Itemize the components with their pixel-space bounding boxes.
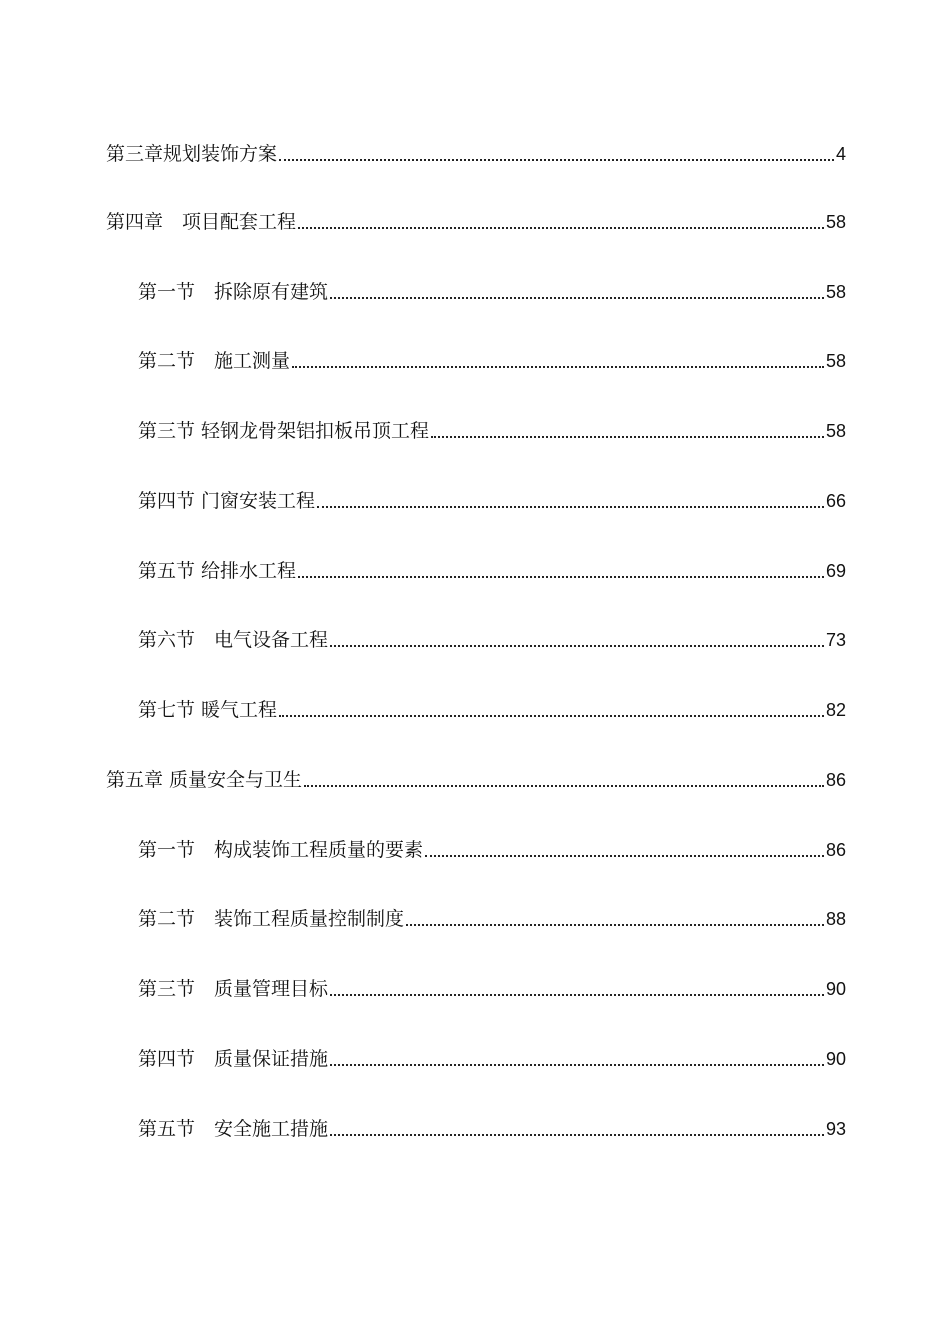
toc-entry-title: 第五章 质量安全与卫生 — [106, 769, 303, 791]
toc-dot-leader — [330, 994, 824, 996]
toc-entry-ch5-section-2[interactable] — [138, 901, 846, 931]
toc-entry-page-number: 86 — [825, 840, 846, 860]
toc-entry-ch5-section-4[interactable] — [138, 1041, 846, 1071]
toc-entry-title: 第一节 构成装饰工程质量的要素 — [138, 839, 424, 861]
toc-entry-ch4-section-5[interactable] — [138, 553, 846, 583]
toc-entry-page-number: 58 — [825, 351, 846, 371]
toc-dot-leader — [330, 1134, 824, 1136]
toc-dot-leader — [425, 855, 824, 857]
toc-entry-title: 第三章规划装饰方案 — [106, 143, 278, 165]
toc-entry-page-number: 4 — [835, 144, 846, 164]
toc-entry-page-number: 90 — [825, 1049, 846, 1069]
toc-entry-title: 第二节 施工测量 — [138, 350, 291, 372]
toc-dot-leader — [292, 366, 824, 368]
toc-entry-page-number: 69 — [825, 561, 846, 581]
toc-dot-leader — [298, 576, 824, 578]
toc-entry-page-number: 58 — [825, 212, 846, 232]
toc-dot-leader — [330, 1064, 824, 1066]
toc-dot-leader — [431, 436, 824, 438]
toc-entry-ch5-section-5[interactable] — [138, 1111, 846, 1141]
toc-entry-title: 第三节 质量管理目标 — [138, 978, 329, 1000]
toc-entry-ch4-section-4[interactable] — [138, 483, 846, 513]
toc-entry-chapter-5[interactable] — [106, 762, 846, 792]
toc-entry-title: 第七节 暖气工程 — [138, 699, 278, 721]
toc-entry-page-number: 66 — [825, 491, 846, 511]
toc-dot-leader — [330, 645, 824, 647]
toc-entry-chapter-3[interactable] — [106, 136, 846, 166]
toc-entry-page-number: 73 — [825, 630, 846, 650]
toc-entry-ch4-section-3[interactable] — [138, 413, 846, 443]
toc-entry-ch5-section-1[interactable] — [138, 832, 846, 862]
toc-entry-page-number: 82 — [825, 700, 846, 720]
toc-entry-title: 第四章 项目配套工程 — [106, 211, 297, 233]
toc-entry-ch5-section-3[interactable] — [138, 971, 846, 1001]
toc-dot-leader — [298, 227, 824, 229]
toc-entry-page-number: 58 — [825, 282, 846, 302]
toc-entry-page-number: 88 — [825, 909, 846, 929]
toc-entry-title: 第四节 质量保证措施 — [138, 1048, 329, 1070]
toc-entry-ch4-section-2[interactable] — [138, 343, 846, 373]
toc-dot-leader — [406, 924, 824, 926]
toc-entry-page-number: 58 — [825, 421, 846, 441]
toc-entry-title: 第五节 安全施工措施 — [138, 1118, 329, 1140]
toc-dot-leader — [330, 297, 824, 299]
toc-entry-page-number: 90 — [825, 979, 846, 999]
toc-entry-title: 第四节 门窗安装工程 — [138, 490, 316, 512]
toc-entry-page-number: 86 — [825, 770, 846, 790]
toc-dot-leader — [304, 785, 824, 787]
toc-entry-chapter-4[interactable] — [106, 204, 846, 234]
toc-entry-title: 第五节 给排水工程 — [138, 560, 297, 582]
toc-entry-title: 第三节 轻钢龙骨架铝扣板吊顶工程 — [138, 420, 430, 442]
toc-entry-ch4-section-6[interactable] — [138, 622, 846, 652]
toc-entry-title: 第一节 拆除原有建筑 — [138, 281, 329, 303]
toc-entry-title: 第六节 电气设备工程 — [138, 629, 329, 651]
toc-entry-title: 第二节 装饰工程质量控制制度 — [138, 908, 405, 930]
toc-entry-page-number: 93 — [825, 1119, 846, 1139]
toc-dot-leader — [317, 506, 824, 508]
toc-entry-ch4-section-1[interactable] — [138, 274, 846, 304]
toc-entry-ch4-section-7[interactable] — [138, 692, 846, 722]
toc-dot-leader — [279, 159, 834, 161]
toc-dot-leader — [279, 715, 824, 717]
